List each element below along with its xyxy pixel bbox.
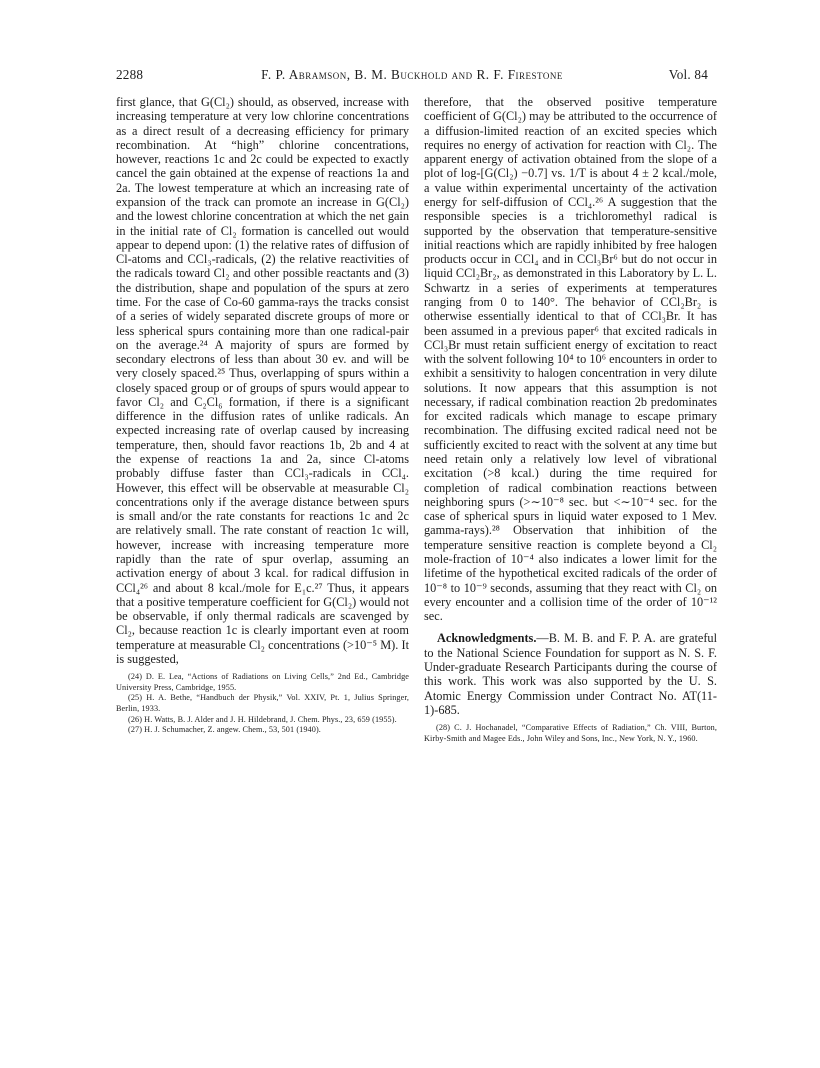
acknowledgments-text: —B. M. B. and F. P. A. are grateful to the National Science Foundation for support as N. S. F. Under-graduate Research Participants during the course of this work. This work was also supported by the U. S. Atomic Energy Commission under Contract No. AT(11-1)-685. <box>424 631 717 717</box>
footnote-27: (27) H. J. Schumacher, Z. angew. Chem., 53, 501 (1940). <box>128 725 321 735</box>
acknowledgments-paragraph <box>424 631 717 717</box>
footnote-28: (28) C. J. Hochanadel, “Comparative Effects of Radiation,” Ch. VIII, Burton, Kirby-Smith and Magee Eds., John Wiley and Sons, Inc., New York, N. Y., 1960. <box>424 723 717 743</box>
page-number: 2288 <box>116 67 144 82</box>
acknowledgments-heading: Acknowledgments. <box>437 631 537 646</box>
running-authors: F. P. Abramson, B. M. Buckhold and R. F. Firestone <box>261 67 563 82</box>
right-column <box>424 95 717 744</box>
footnote-26: (26) H. Watts, B. J. Alder and J. H. Hildebrand, J. Chem. Phys., 23, 659 (1955). <box>128 714 397 724</box>
volume-number: Vol. 84 <box>668 67 708 82</box>
footnote-25: (25) H. A. Bethe, “Handbuch der Physik,” Vol. XXIV, Pt. 1, Julius Springer, Berlin, 1933. <box>116 693 409 714</box>
left-column <box>116 95 409 736</box>
right-footnotes <box>424 723 717 744</box>
right-body-paragraph: therefore, that the observed positive temperature coefficient of G(Cl₂) may be attributed to the occurrence of a diffusion-limited reaction of an excited species which requires no energy of activation for reaction with Cl₂. The apparent energy of activation obtained from the slope of a plot of log-[G(Cl₂) −0.7] vs. 1/T is about 4 ± 2 kcal./mole, a value within experimental uncertainty of the activation energy for self-diffusion of CCl₄.²⁶ A suggestion that the responsible species is a trichloromethyl radical is supported by the observation that temperature-sensitive initial reactions which are rapidly inhibited by free halogen products occur in CCl₄ and in CCl₃Br⁶ but do not occur in liquid CCl₂Br₂, as demonstrated in this Laboratory by L. L. Schwartz in a series of experiments at temperatures ranging from 0 to 140°. The behavior of CCl₂Br₂ is otherwise essentially identical to that of CCl₃Br. It has been assumed in a previous paper⁶ that excited radicals in CCl₃Br must retain sufficient energy of excitation to react with the solvent following 10⁴ to 10⁶ encounters in order to exhibit a sensitivity to halogen concentration in very dilute solutions. It now appears that this assumption is not necessary, if radical combination reaction 2b predominates for excited radicals which manage to escape primary recombination. The diffusing excited radical need not be sufficiently excited to react with the solvent at any time but need retain only a relatively low level of vibrational excitation (>8 kcal.) during the time required for completion of radical combination reactions between neighboring spurs (>∼10⁻⁸ sec. but <∼10⁻⁴ sec. for the case of spherical spurs in liquid water exposed to 1 Mev. gamma-rays).²⁸ Observation that inhibition of the temperature sensitive reaction is complete beyond a Cl₂ mole-fraction of 10⁻⁴ also indicates a lower limit for the lifetime of the hypothetical excited radicals of the order of 10⁻⁸ to 10⁻⁹ seconds, assuming that they react with Cl₂ on every encounter and a collision time of the order of 10⁻¹² sec. <box>424 95 717 624</box>
left-footnotes <box>116 672 409 736</box>
left-body-paragraph: first glance, that G(Cl₂) should, as observed, increase with increasing temperature at very low chlorine concentrations as a direct result of a decreasing efficiency for primary recombination. At “high” chlorine concentrations, however, reactions 1c and 2c could be expected to exactly cancel the gain obtained at the expense of reactions 1a and 2a. The lowest temperature at which an increasing rate of expansion of the track can promote an increase in G(Cl₂) and the lowest chlorine concentration at which the net gain in the initial rate of Cl₂ formation is cancelled out would appear to depend upon: (1) the relative rates of diffusion of Cl-atoms and CCl₃-radicals, (2) the relative reactivities of the radicals toward Cl₂ and other possible reactants and (3) the distribution, shape and population of the spurs at zero time. For the case of Co-60 gamma-rays the tracks consist of a series of widely separated discrete groups of more or less spherical spurs containing more than one radical-pair on the average.²⁴ A majority of spurs are formed by secondary electrons of less than about 30 ev. and will be very closely spaced.²⁵ Thus, overlapping of spurs within a closely spaced group or of groups of spurs would appear to favor Cl₂ and C₂Cl₆ formation, if there is a significant difference in the diffusion rates of unlike radicals. An expected increasing rate of overlap caused by increasing temperature, then, should favor reactions 1b, 2b and 4 at the expense of reactions 1a and 2a, since Cl-atoms probably diffuse faster than CCl₃-radicals in CCl₄. However, this effect will be observable at measurable Cl₂ concentrations only if the average distance between spurs is small and/or the rate constants for reactions 1c and 2c are relatively small. The rate constant of reaction 1c will, however, increase with increasing temperature more rapidly than the rate of spur overlap, assuming an activation energy of about 3 kcal. for radical diffusion in CCl₄²⁶ and about 8 kcal./mole for E₁c.²⁷ Thus, it appears that a positive temperature coefficient for G(Cl₂) would not be observable, if only thermal radicals are scavenged by Cl₂, because reaction 1c is clearly important even at room temperature at measurable Cl₂ concentrations (>10⁻⁵ M). It is suggested, <box>116 95 409 666</box>
footnote-24: (24) D. E. Lea, “Actions of Radiations on Living Cells,” 2nd Ed., Cambridge University Press, Cambridge, 1955. <box>116 672 409 692</box>
running-header <box>116 67 708 89</box>
